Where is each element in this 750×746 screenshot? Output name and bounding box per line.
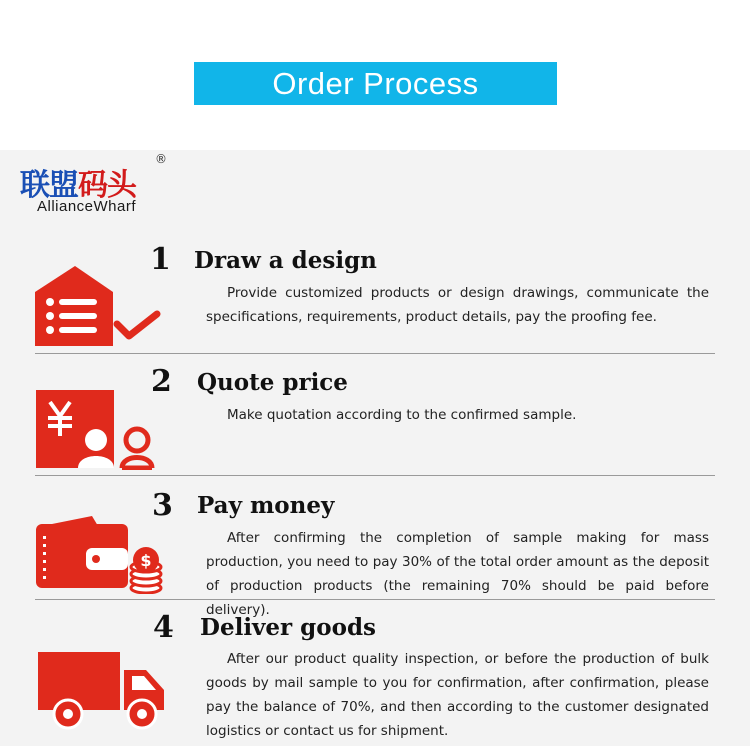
step-description: After our product quality inspection, or before the production of bulk goods by mail sample to you for confirmation, after confirmation, please pay the balance of 70%, and then according to the customer designated logistics or contact us for shipment. [206,651,709,739]
svg-text:$: $ [140,551,152,570]
order-process-banner: Order Process [194,62,557,105]
step-number: 3 [152,488,173,523]
delivery-truck-icon [38,648,168,732]
step-title: Deliver goods [200,614,376,641]
step-description: After confirming the completion of sample making for mass production, you need to pay 30% of the total order amount as the deposit of production products (the remaining 70% should be paid before delivery). [206,530,709,618]
step-number: 1 [150,242,171,277]
step-title: Draw a design [194,247,377,274]
step-number: 2 [151,364,172,399]
wallet-coins-icon [36,512,164,594]
step-divider [35,353,715,354]
step-description: Provide customized products or design drawings, communicate the specifications, requirements, product details, pay the proofing fee. [206,285,709,325]
logo-english-text: AllianceWharf [37,198,137,215]
step-description: Make quotation according to the confirmed sample. [227,407,577,423]
design-document-check-icon [35,266,163,348]
step-divider [35,599,715,600]
brand-logo [20,152,170,220]
step-title: Pay money [197,492,335,519]
step-divider [35,475,715,476]
step-number: 4 [153,610,174,645]
step-title: Quote price [197,369,348,396]
registered-mark: ® [155,152,167,166]
yen-quote-person-icon [36,390,162,470]
logo-chinese-text: 联盟码头 [20,168,136,203]
